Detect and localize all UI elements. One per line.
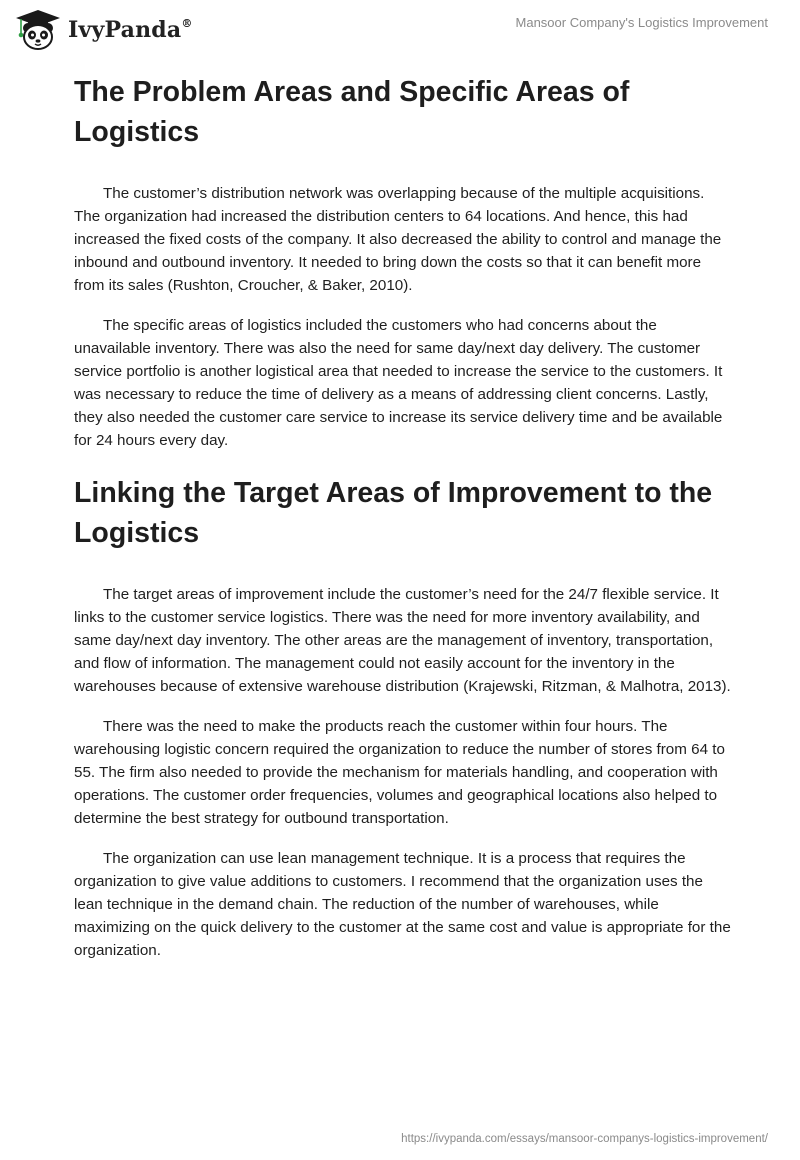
paragraph: The organization can use lean management technique. It is a process that requires the organization to give value additions to customers. I recommend that the organization uses the lean technique in the demand chain. The reduction of the number of warehouses, while maximizing on the quick delivery to the customer at the same cost and value is appropriate for the organization. [74, 850, 731, 959]
paragraph: The target areas of improvement include the customer’s need for the 24/7 flexible service. It links to the customer service logistics. There was the need for more inventory availability, and same day/next day inventory. The other areas are the management of inventory, transportation, and flow of information. The management could not easily account for the inventory in the warehouses because of extensive warehouse distribution (Krajewski, Ritzman, & Malhotra, 2013). [74, 586, 731, 695]
essay-content [74, 72, 734, 979]
paragraph: There was the need to make the products reach the customer within four hours. The warehousing logistic concern required the organization to reduce the number of stores from 64 to 55. The firm also needed to provide the mechanism for materials handling, and cooperation with operations. The customer order frequencies, volumes and geographical locations also helped to determine the best strategy for outbound transportation. [74, 718, 725, 827]
ivypanda-logo[interactable] [14, 9, 193, 51]
paragraph: The customer’s distribution network was overlapping because of the multiple acquisitions. The organization had increased the distribution centers to 64 locations. And hence, this had increased the fixed costs of the company. It also decreased the ability to control and manage the inbound and outbound inventory. It needed to bring down the costs so that it can benefit more from its sales (Rushton, Croucher, & Baker, 2010). [74, 185, 722, 294]
source-url-link[interactable]: https://ivypanda.com/essays/mansoor-companys-logistics-improvement/ [401, 1133, 768, 1145]
panda-graduate-icon [14, 9, 62, 51]
logo-text: IvyPanda® [68, 16, 193, 43]
section-heading: The Problem Areas and Specific Areas of Logistics [74, 76, 630, 148]
registered-mark: ® [181, 16, 193, 30]
section-heading: Linking the Target Areas of Improvement to the Logistics [74, 477, 713, 549]
document-title: Mansoor Company's Logistics Improvement [515, 15, 768, 30]
paragraph: The specific areas of logistics included the customers who had concerns about the unavailable inventory. There was also the need for same day/next day delivery. The customer service portfolio is another logistical area that needed to increase the service to the customers. It was necessary to reduce the time of delivery as a means of addressing client concerns. Lastly, they also needed the customer care service to increase its service delivery time and be available for 24 hours every day. [74, 317, 723, 449]
page-header [0, 0, 800, 60]
